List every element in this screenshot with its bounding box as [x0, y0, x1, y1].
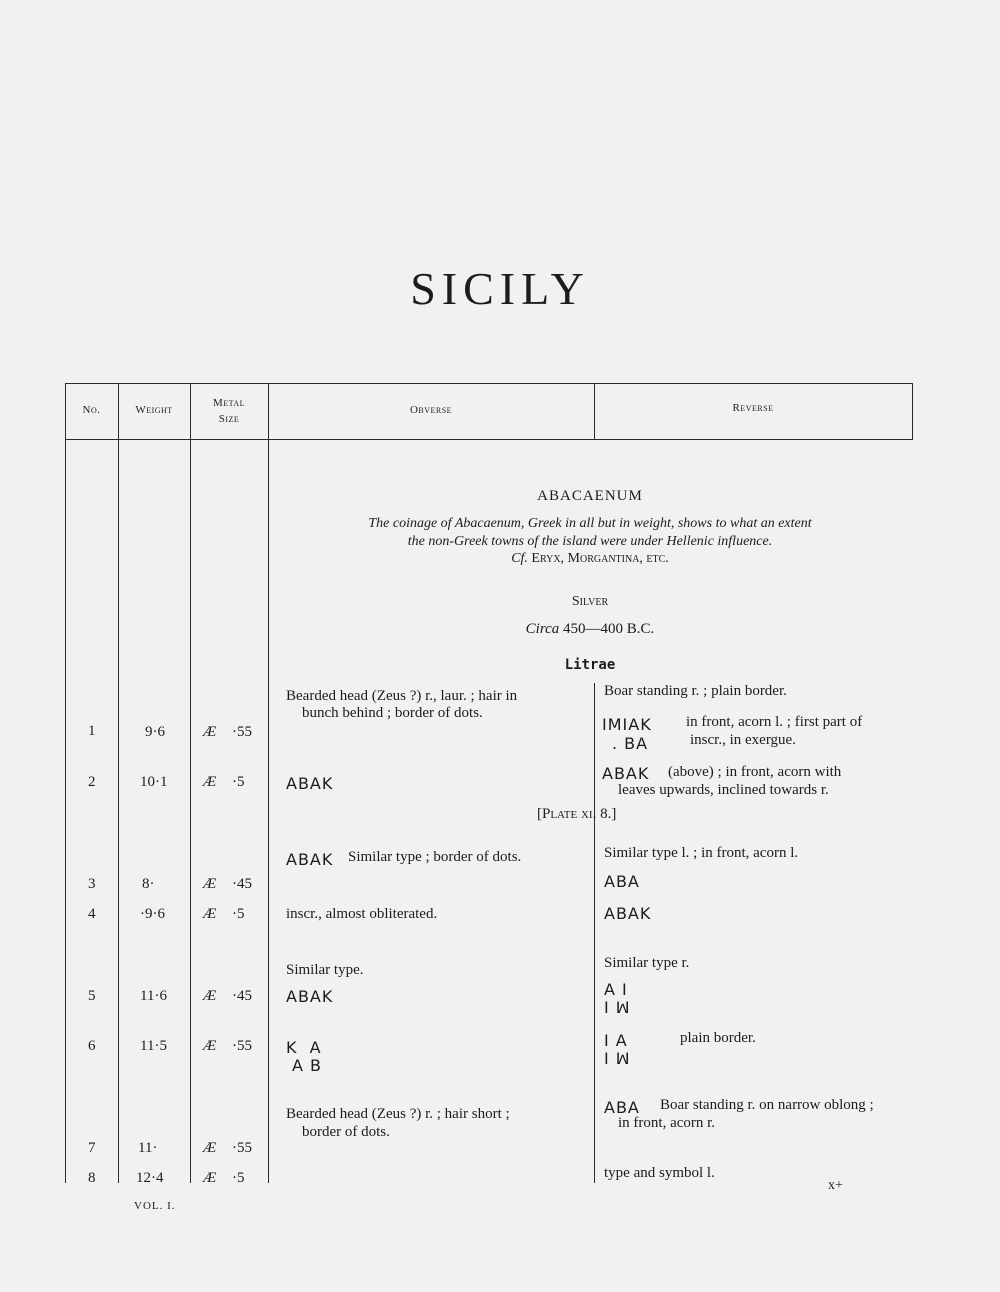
- row-6-reverse-inscription-1: Ι Α: [604, 1031, 628, 1050]
- date-circa: Circa: [525, 621, 560, 637]
- row-1-reverse-inscription-1: ΙΜΙΑΚ: [602, 715, 652, 734]
- row-2-metal: Æ: [203, 774, 217, 790]
- row-2-reverse-inscription: ΑΒΑΚ: [602, 764, 650, 783]
- row-6-reverse-line-1: plain border.: [680, 1030, 756, 1046]
- row-7-reverse-inscription: ΑΒΑ: [604, 1098, 640, 1117]
- header-reverse: Reverse: [732, 402, 774, 414]
- cf-text: Eryx, Morgantina, etc.: [531, 551, 669, 566]
- date-bc: B.C.: [626, 621, 655, 637]
- row-4-metal: Æ: [203, 906, 217, 922]
- row-2-reverse-line-1: (above) ; in front, acorn with: [668, 764, 842, 780]
- row-7-reverse-line-1: Boar standing r. on narrow oblong ;: [660, 1097, 874, 1113]
- header-size: Size: [218, 413, 240, 425]
- row-3-number: 3: [88, 876, 96, 892]
- row-3-size: ·45: [232, 876, 252, 892]
- row-1-metal: Æ: [203, 724, 217, 740]
- section-intro-line-1: The coinage of Abacaenum, Greek in all but in weight, shows to what an extent: [368, 516, 812, 531]
- denomination-heading: Litrae: [564, 657, 616, 673]
- header-weight: Weight: [135, 404, 173, 416]
- row-1-obverse-line-1: Bearded head (Zeus ?) r., laur. ; hair in: [286, 688, 518, 704]
- row-1-weight: 9·6: [145, 724, 165, 740]
- row-2-obverse-inscription: ΑΒΑΚ: [286, 774, 334, 793]
- row-3-obverse-inscription: ΑΒΑΚ: [286, 850, 334, 869]
- row-7-weight: 11·: [138, 1140, 158, 1156]
- row-1-reverse-line-1: Boar standing r. ; plain border.: [604, 683, 787, 699]
- row-8-weight: 12·4: [136, 1170, 164, 1186]
- row-1-reverse-line-2: in front, acorn l. ; first part of: [686, 714, 863, 730]
- date-range: 450—400: [563, 621, 624, 637]
- row-2-number: 2: [88, 774, 96, 790]
- row-7-metal: Æ: [203, 1140, 217, 1156]
- row-6-obverse-inscription-2: Α Β: [292, 1056, 323, 1075]
- row-5-metal: Æ: [203, 988, 217, 1004]
- row-8-number: 8: [88, 1170, 96, 1186]
- row-5-reverse-line-1: Similar type r.: [604, 955, 690, 971]
- section-title: ABACAENUM: [537, 488, 643, 504]
- row-8-size: ·5: [232, 1170, 245, 1186]
- col-divider-weight: [118, 383, 119, 1183]
- row-1-size: ·55: [232, 724, 252, 740]
- row-7-obverse-line-1: Bearded head (Zeus ?) r. ; hair short ;: [286, 1106, 510, 1122]
- row-4-reverse-inscription: ΑΒΑΚ: [604, 904, 652, 923]
- row-6-weight: 11·5: [140, 1038, 167, 1054]
- table-left-border: [65, 383, 66, 1183]
- row-1-reverse-inscription-2: . ΒΑ: [612, 734, 649, 753]
- date-heading: [268, 621, 912, 638]
- table-right-border: [912, 383, 913, 439]
- row-7-number: 7: [88, 1140, 96, 1156]
- section-cf: [268, 551, 912, 567]
- row-5-weight: 11·6: [140, 988, 167, 1004]
- row-4-size: ·5: [232, 906, 245, 922]
- row-3-reverse-line-1: Similar type l. ; in front, acorn l.: [604, 845, 799, 861]
- header-obverse: Obverse: [409, 404, 453, 416]
- row-6-reverse-inscription-2: Ι ꟽ: [604, 1049, 631, 1068]
- header-metal: Metal: [212, 397, 246, 409]
- col-divider-reverse-body: [594, 683, 595, 1183]
- row-5-reverse-inscription-1: Α Ι: [604, 980, 628, 999]
- row-1-obverse-line-2: bunch behind ; border of dots.: [302, 705, 483, 721]
- row-5-obverse-line-1: Similar type.: [286, 962, 364, 978]
- row-3-reverse-inscription: ΑΒΑ: [604, 872, 640, 891]
- row-2-reverse-line-2: leaves upwards, inclined towards r.: [618, 782, 829, 798]
- row-3-metal: Æ: [203, 876, 217, 892]
- plate-reference: [Plate xi. 8.]: [537, 806, 617, 822]
- row-6-obverse-inscription-1: Κ Α: [286, 1038, 322, 1057]
- row-4-weight: ·9·6: [140, 906, 165, 922]
- row-6-size: ·55: [232, 1038, 252, 1054]
- row-1-number: 1: [88, 723, 96, 739]
- row-7-reverse-line-2: in front, acorn r.: [618, 1115, 716, 1131]
- row-2-weight: 10·1: [140, 774, 168, 790]
- header-bottom-rule: [65, 439, 913, 440]
- row-8-metal: Æ: [203, 1170, 217, 1186]
- row-6-metal: Æ: [203, 1038, 217, 1054]
- table-top-rule: [65, 383, 913, 384]
- cf-label: Cf.: [511, 551, 528, 566]
- row-7-size: ·55: [232, 1140, 252, 1156]
- row-4-number: 4: [88, 906, 96, 922]
- row-2-size: ·5: [232, 774, 245, 790]
- row-5-reverse-inscription-2: Ι ꟽ: [604, 998, 631, 1017]
- row-3-weight: 8·: [142, 876, 155, 892]
- row-5-obverse-inscription: ΑΒΑΚ: [286, 987, 334, 1006]
- row-7-obverse-line-2: border of dots.: [302, 1124, 390, 1140]
- section-intro-line-2: the non-Greek towns of the island were under Hellenic influence.: [407, 534, 773, 549]
- row-5-number: 5: [88, 988, 96, 1004]
- row-4-obverse-line-1: inscr., almost obliterated.: [286, 906, 438, 922]
- row-5-size: ·45: [232, 988, 252, 1004]
- row-6-number: 6: [88, 1038, 96, 1054]
- row-8-reverse-line-1: type and symbol l.: [604, 1165, 715, 1181]
- page-title: SICILY: [410, 263, 590, 314]
- row-1-reverse-line-3: inscr., in exergue.: [690, 732, 796, 748]
- metal-heading: Silver: [571, 594, 609, 609]
- header-no: No.: [82, 404, 101, 416]
- row-3-obverse-line-1: Similar type ; border of dots.: [348, 849, 522, 865]
- footer-signature: x+: [828, 1178, 843, 1193]
- col-divider-metal: [190, 383, 191, 1183]
- footer-volume: VOL. I.: [134, 1200, 176, 1212]
